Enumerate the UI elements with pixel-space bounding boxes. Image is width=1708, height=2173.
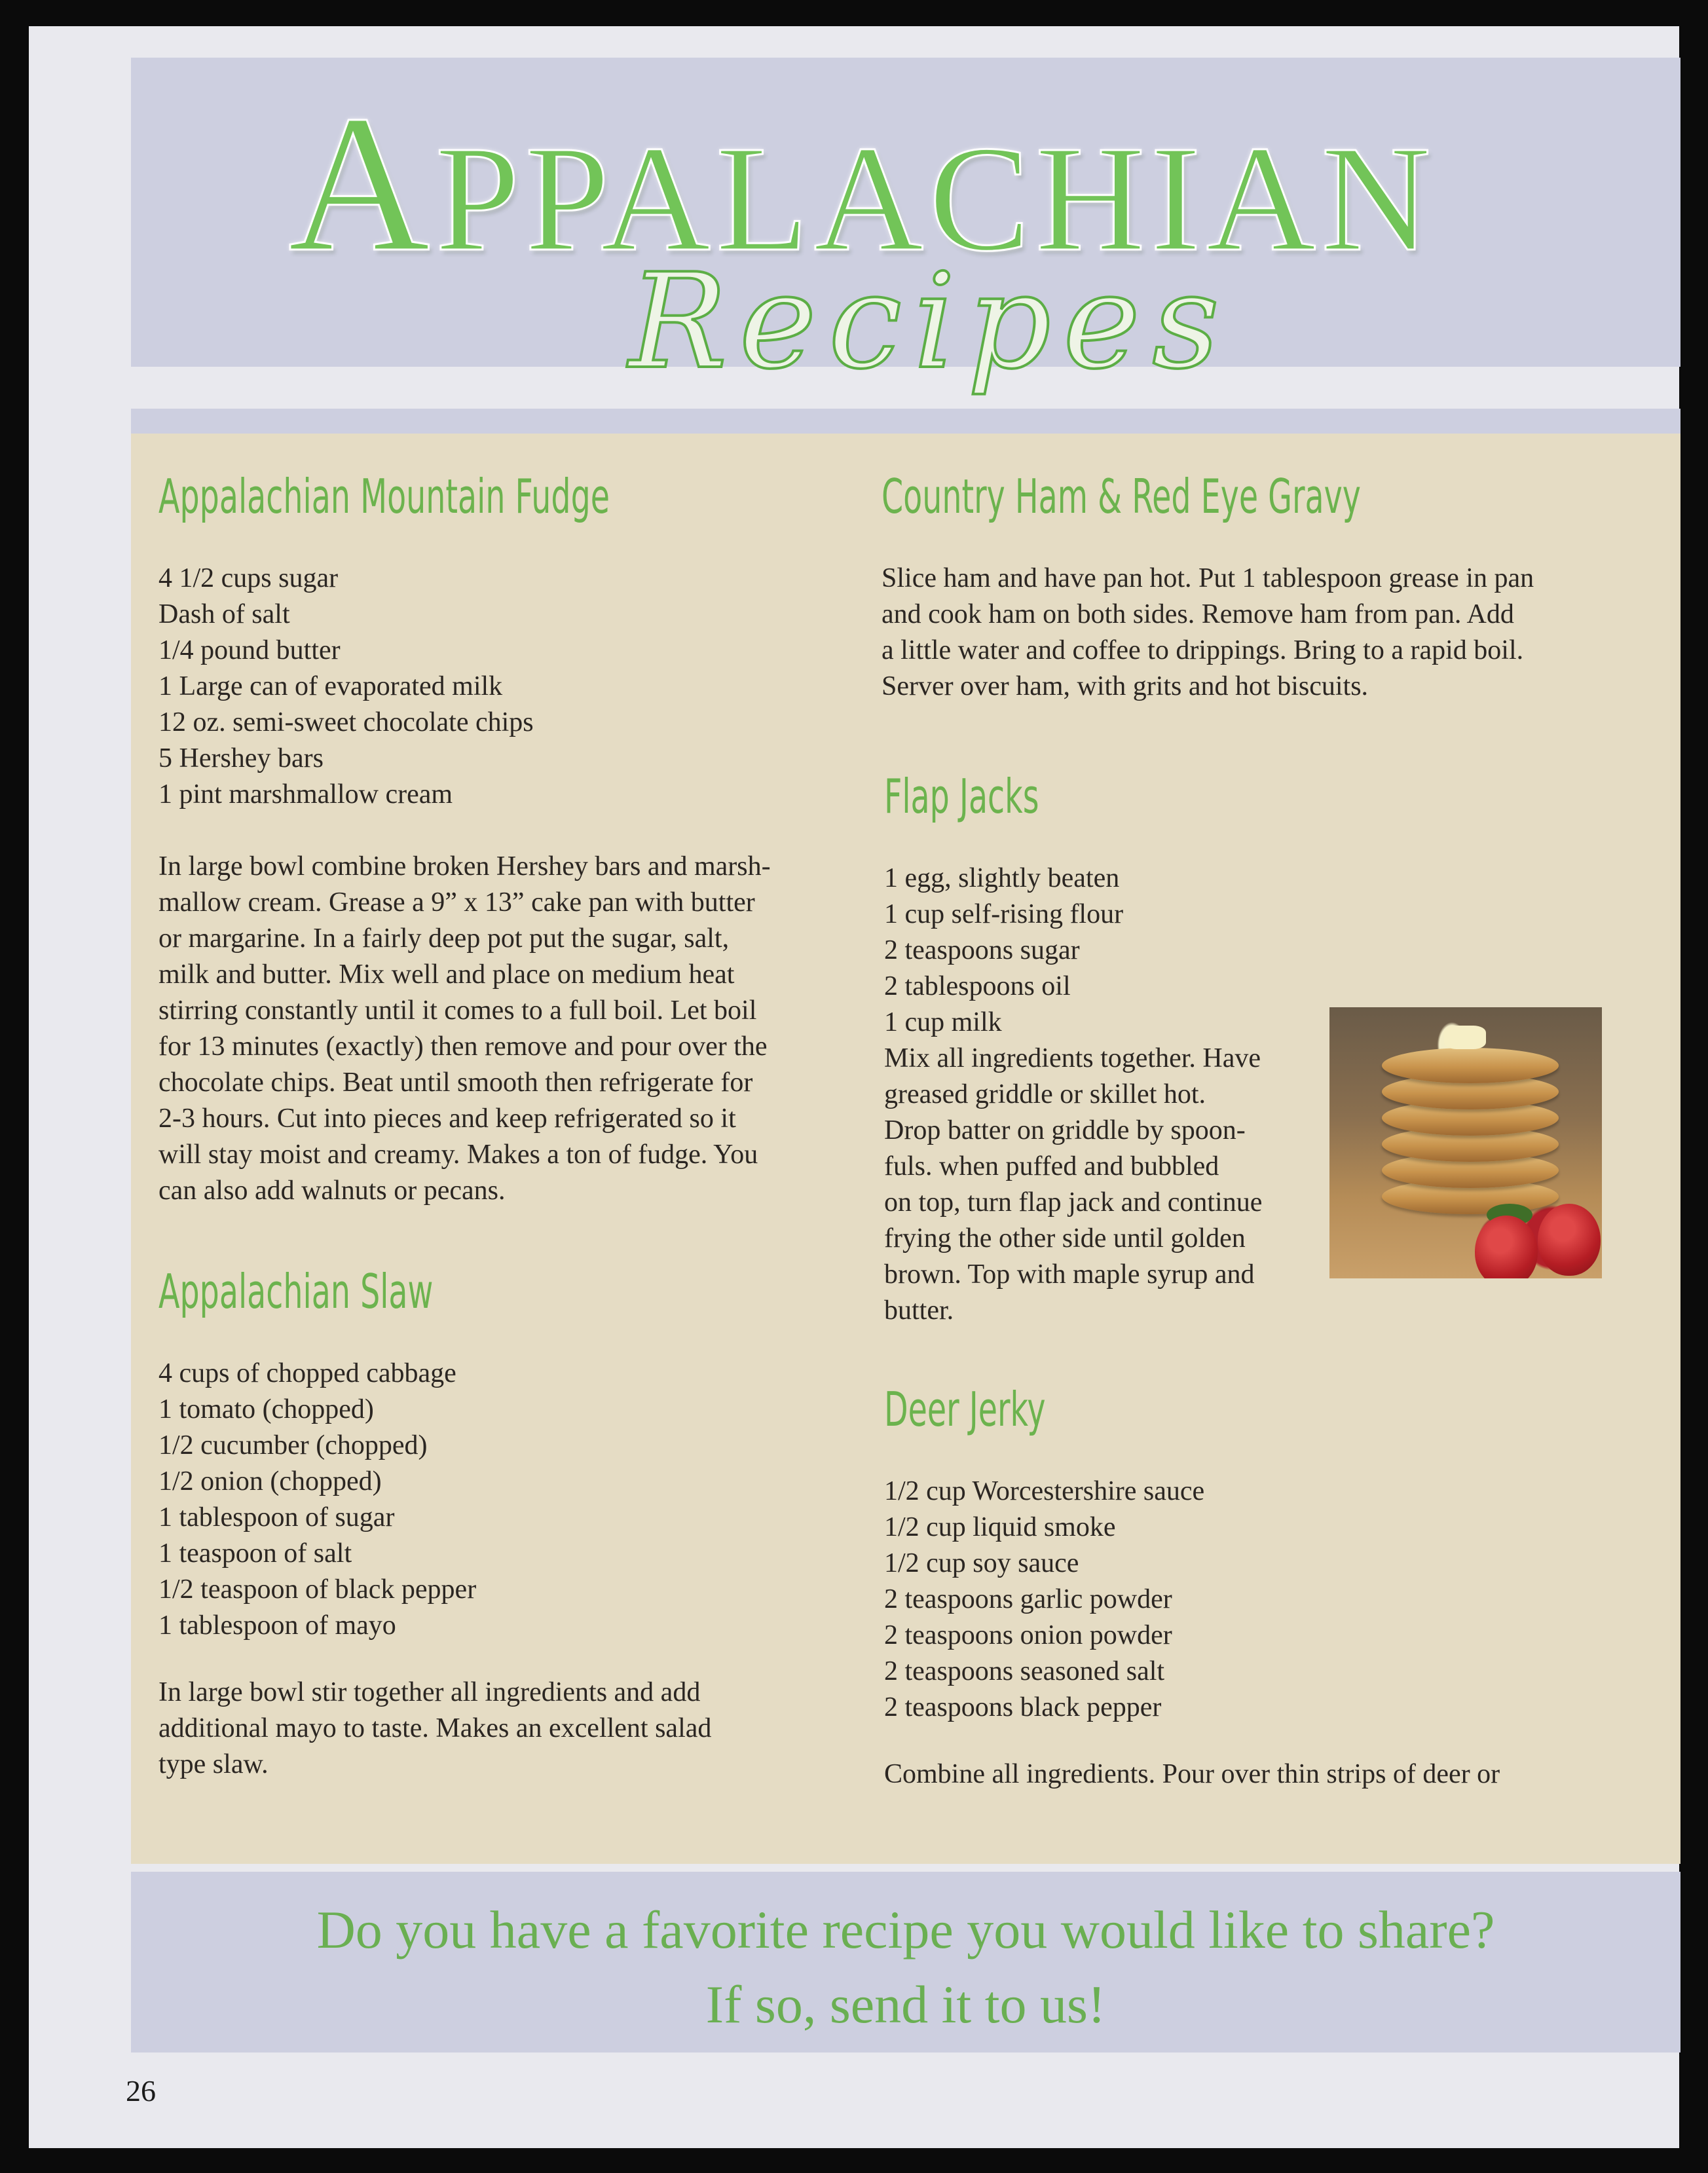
direction-line: In large bowl stir together all ingredients and add <box>158 1677 701 1707</box>
direction-line: Mix all ingredients together. Have <box>884 1043 1261 1073</box>
direction-line: additional mayo to taste. Makes an excellent salad <box>158 1713 712 1743</box>
direction-line: Drop batter on griddle by spoon- <box>884 1115 1246 1145</box>
direction-line: or margarine. In a fairly deep pot put the sugar, salt, <box>158 923 730 954</box>
direction-line: Slice ham and have pan hot. Put 1 tablespoon grease in pan <box>882 563 1534 593</box>
directions-ham <box>882 561 1628 705</box>
ingredient-item: 1 tablespoon of mayo <box>158 1610 396 1641</box>
direction-line: fuls. when puffed and bubbled <box>884 1151 1219 1181</box>
ingredient-item: 4 1/2 cups sugar <box>158 563 339 593</box>
strawberry <box>1538 1204 1601 1276</box>
page-subtitle: Recipes <box>629 246 1231 398</box>
recipe-jerky <box>884 1382 1631 1792</box>
direction-line: will stay moist and creamy. Makes a ton of fudge. You <box>158 1140 758 1170</box>
direction-line: for 13 minutes (exactly) then remove and pour over the <box>158 1031 768 1062</box>
ingredient-item: 4 cups of chopped cabbage <box>158 1358 456 1388</box>
direction-line: 2-3 hours. Cut into pieces and keep refrigerated so it <box>158 1104 736 1134</box>
ingredient-item: 2 teaspoons onion powder <box>884 1620 1172 1650</box>
pancake-stack-photo <box>1329 1007 1602 1278</box>
direction-line: and cook ham on both sides. Remove ham from pan. Add <box>882 599 1514 629</box>
recipe-title-fudge: Appalachian Mountain Fudge <box>158 469 610 524</box>
ingredient-item: 1 tomato (chopped) <box>158 1394 374 1424</box>
ingredient-item: 2 tablespoons oil <box>884 971 1071 1001</box>
title-initial: A <box>288 75 436 292</box>
pancake-layer <box>1382 1048 1559 1083</box>
ingredient-item: 1 egg, slightly beaten <box>884 863 1120 893</box>
divider-band <box>131 409 1680 434</box>
ingredient-item: 1 cup self-rising flour <box>884 899 1124 929</box>
footer-line-2: If so, send it to us! <box>705 1975 1106 2034</box>
direction-line: Combine all ingredients. Pour over thin strips of deer or <box>884 1759 1500 1789</box>
direction-line: can also add walnuts or pecans. <box>158 1176 506 1206</box>
ingredient-item: 1/2 cup Worcestershire sauce <box>884 1476 1205 1506</box>
ingredient-item: 1 teaspoon of salt <box>158 1538 352 1569</box>
ingredient-item: 1 pint marshmallow cream <box>158 779 453 809</box>
footer-line-1: Do you have a favorite recipe you would like to share? <box>316 1900 1495 1959</box>
direction-line: type slaw. <box>158 1749 269 1779</box>
ingredient-item: 2 teaspoons sugar <box>884 935 1080 965</box>
directions-slaw <box>158 1675 872 1783</box>
directions-fudge <box>158 849 872 1209</box>
ingredient-item: 1 cup milk <box>884 1007 1002 1037</box>
ingredient-item: 2 teaspoons garlic powder <box>884 1584 1172 1614</box>
direction-line: a little water and coffee to drippings. Bring to a rapid boil. <box>882 635 1524 665</box>
page-number: 26 <box>126 2074 156 2108</box>
ingredient-item: 1/2 cup soy sauce <box>884 1548 1079 1578</box>
ingredient-item: Dash of salt <box>158 599 290 629</box>
butter-pat <box>1444 1026 1486 1049</box>
direction-line: frying the other side until golden <box>884 1223 1246 1254</box>
direction-line: milk and butter. Mix well and place on medium heat <box>158 959 735 990</box>
recipe-title-flapjacks: Flap Jacks <box>884 769 1039 824</box>
ingredient-list-fudge <box>158 561 872 813</box>
ingredient-item: 2 teaspoons black pepper <box>884 1692 1162 1722</box>
recipe-slaw <box>158 1264 872 1783</box>
ingredient-item: 1/4 pound butter <box>158 635 341 665</box>
ingredient-item: 5 Hershey bars <box>158 743 324 773</box>
ingredient-item: 12 oz. semi-sweet chocolate chips <box>158 707 534 737</box>
strawberry <box>1475 1216 1538 1278</box>
recipe-title-ham: Country Ham & Red Eye Gravy <box>882 469 1361 524</box>
direction-line: brown. Top with maple syrup and <box>884 1259 1255 1290</box>
ingredient-item: 1/2 teaspoon of black pepper <box>158 1574 477 1605</box>
direction-line: stirring constantly until it comes to a full boil. Let boil <box>158 995 757 1026</box>
ingredient-item: 1/2 onion (chopped) <box>158 1466 382 1496</box>
ingredient-item: 1 Large can of evaporated milk <box>158 671 503 701</box>
ingredient-item: 1/2 cup liquid smoke <box>884 1512 1116 1542</box>
direction-line: mallow cream. Grease a 9” x 13” cake pan with butter <box>158 887 755 918</box>
ingredient-item: 1 tablespoon of sugar <box>158 1502 395 1532</box>
footer-call-to-action <box>131 1893 1680 2042</box>
ingredient-list-jerky <box>884 1474 1631 1726</box>
recipe-title-slaw: Appalachian Slaw <box>158 1264 434 1319</box>
direction-line: Server over ham, with grits and hot biscuits. <box>882 671 1369 701</box>
directions-jerky <box>884 1756 1631 1792</box>
recipe-fudge <box>158 469 872 1209</box>
ingredient-item: 1/2 cucumber (chopped) <box>158 1430 428 1460</box>
direction-line: butter. <box>884 1295 954 1326</box>
title-rest: PPALACHIAN <box>435 115 1436 283</box>
direction-line: on top, turn flap jack and continue <box>884 1187 1263 1217</box>
direction-line: greased griddle or skillet hot. <box>884 1079 1206 1109</box>
direction-line: In large bowl combine broken Hershey bars and marsh- <box>158 851 771 882</box>
ingredient-item: 2 teaspoons seasoned salt <box>884 1656 1165 1686</box>
ingredient-list-slaw <box>158 1356 872 1644</box>
direction-line: chocolate chips. Beat until smooth then refrigerate for <box>158 1068 753 1098</box>
recipe-title-jerky: Deer Jerky <box>884 1382 1046 1437</box>
recipe-ham <box>882 469 1628 705</box>
